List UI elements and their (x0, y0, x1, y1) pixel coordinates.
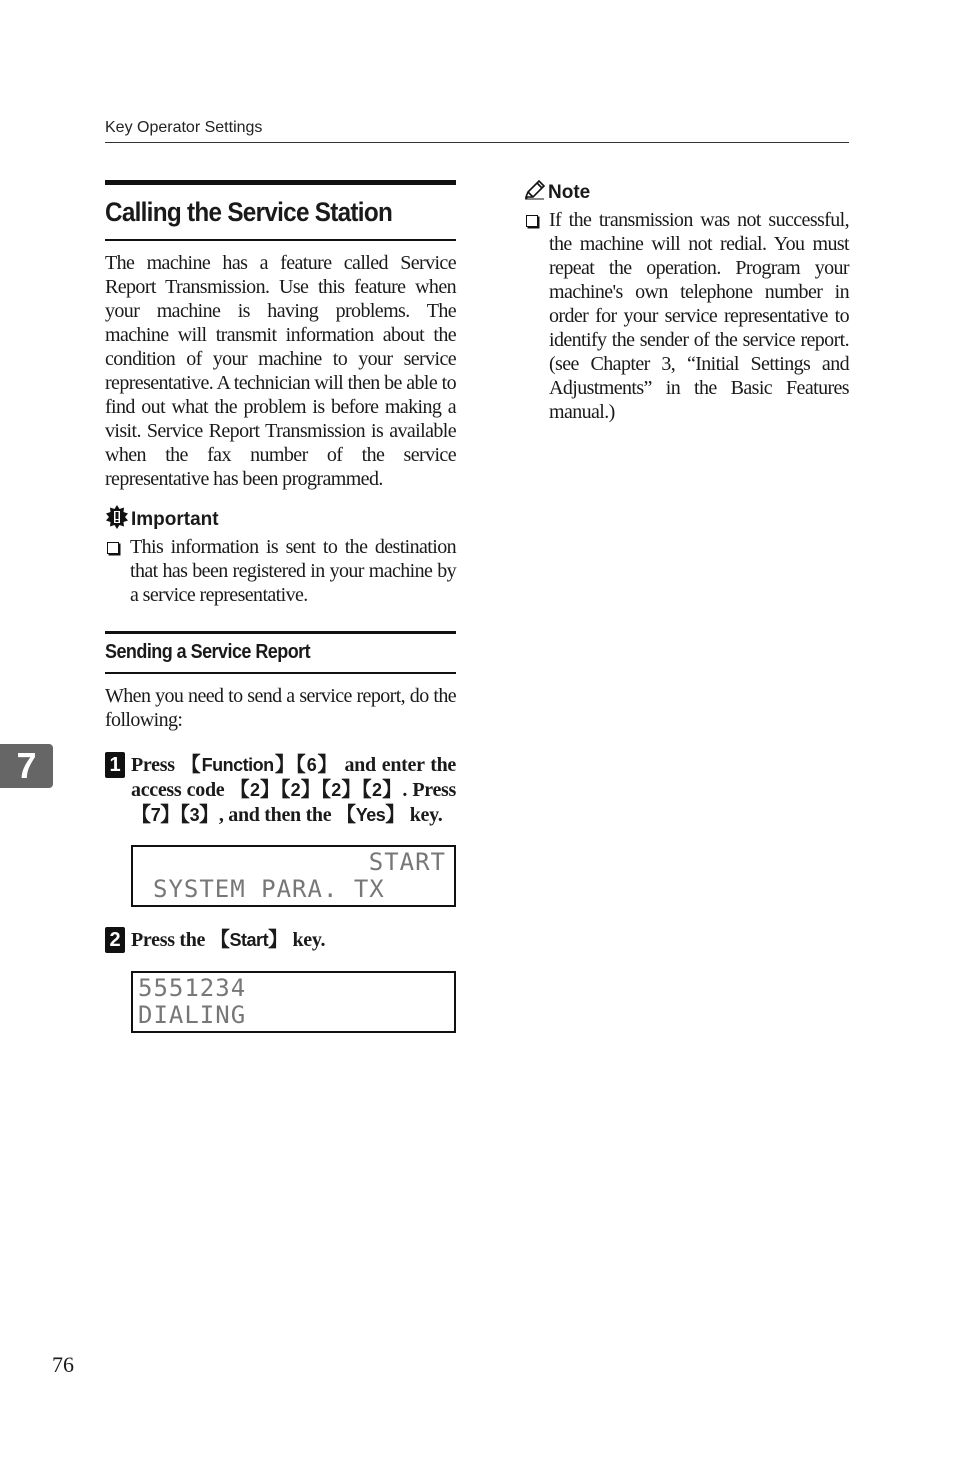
subsection-title: Sending a Service Report (105, 641, 311, 663)
key-6: 6 (306, 755, 317, 775)
step-1-text: Press 【Function】【6】 and enter the access code 【2】【2】【2】【2】. Press 【7】【3】, and then the 【Yes】 key. (131, 752, 457, 826)
step-2 (105, 927, 456, 953)
lcd-line-1: START (368, 848, 446, 876)
pencil-note-icon (524, 180, 546, 206)
page-number: 76 (52, 1352, 74, 1377)
step-2-text: Press the 【Start】 key. (131, 927, 326, 951)
lcd-line-1: 5551234 (138, 974, 247, 1002)
checkbox-bullet-icon (526, 215, 538, 227)
key-function: Function (201, 755, 274, 775)
note-label: Note (548, 182, 591, 203)
important-burst-icon (105, 505, 129, 535)
key-2: 2 (290, 780, 301, 800)
subsection-title-block (105, 631, 456, 674)
lcd-display-1 (131, 845, 456, 907)
step-number: 1 (105, 752, 125, 778)
key-2: 2 (331, 780, 341, 800)
note-heading (524, 180, 849, 206)
header-rule (105, 142, 849, 143)
right-column (524, 180, 849, 424)
intro-paragraph: The machine has a feature called Service Report Transmission. Use this feature when your machine is having problems. The machine will transmit information about the condition of your machine to your service representative. A technician will then be able to find out what the problem is before making a visit. Service Report Transmission is available when the fax number of the service representative has been programmed. (105, 252, 456, 490)
lcd-line-2: DIALING (138, 1001, 247, 1029)
important-label: Important (131, 509, 219, 530)
lcd-display-2 (131, 971, 456, 1033)
section-title-block (105, 180, 456, 241)
left-column (105, 180, 456, 1033)
note-item-text: If the transmission was not successful, the machine will not redial. You must repeat the operation. Program your machine's own telephone number in order for your service representative to identify the sender of the service report. (see Chapter 3, “Initial Settings and Adjustments” in the Basic Features manual.) (549, 209, 849, 423)
key-2: 2 (371, 780, 382, 800)
step-number: 2 (105, 927, 125, 953)
note-item (524, 208, 849, 424)
running-header: Key Operator Settings (105, 119, 263, 136)
key-start: Start (229, 930, 269, 950)
important-item-text: This information is sent to the destination that has been registered in your machine by a service representative. (130, 536, 456, 606)
section-title: Calling the Service Station (105, 197, 393, 227)
important-item (105, 535, 456, 607)
checkbox-bullet-icon (107, 542, 119, 554)
chapter-tab: 7 (0, 744, 53, 788)
important-heading (105, 507, 456, 533)
key-7: 7 (150, 805, 161, 825)
subsection-intro: When you need to send a service report, do the following: (105, 685, 456, 731)
lcd-line-2: SYSTEM PARA. TX (153, 875, 385, 903)
key-3: 3 (189, 805, 200, 825)
step-1 (105, 752, 456, 827)
key-yes: Yes (355, 805, 386, 825)
key-2: 2 (249, 780, 260, 800)
